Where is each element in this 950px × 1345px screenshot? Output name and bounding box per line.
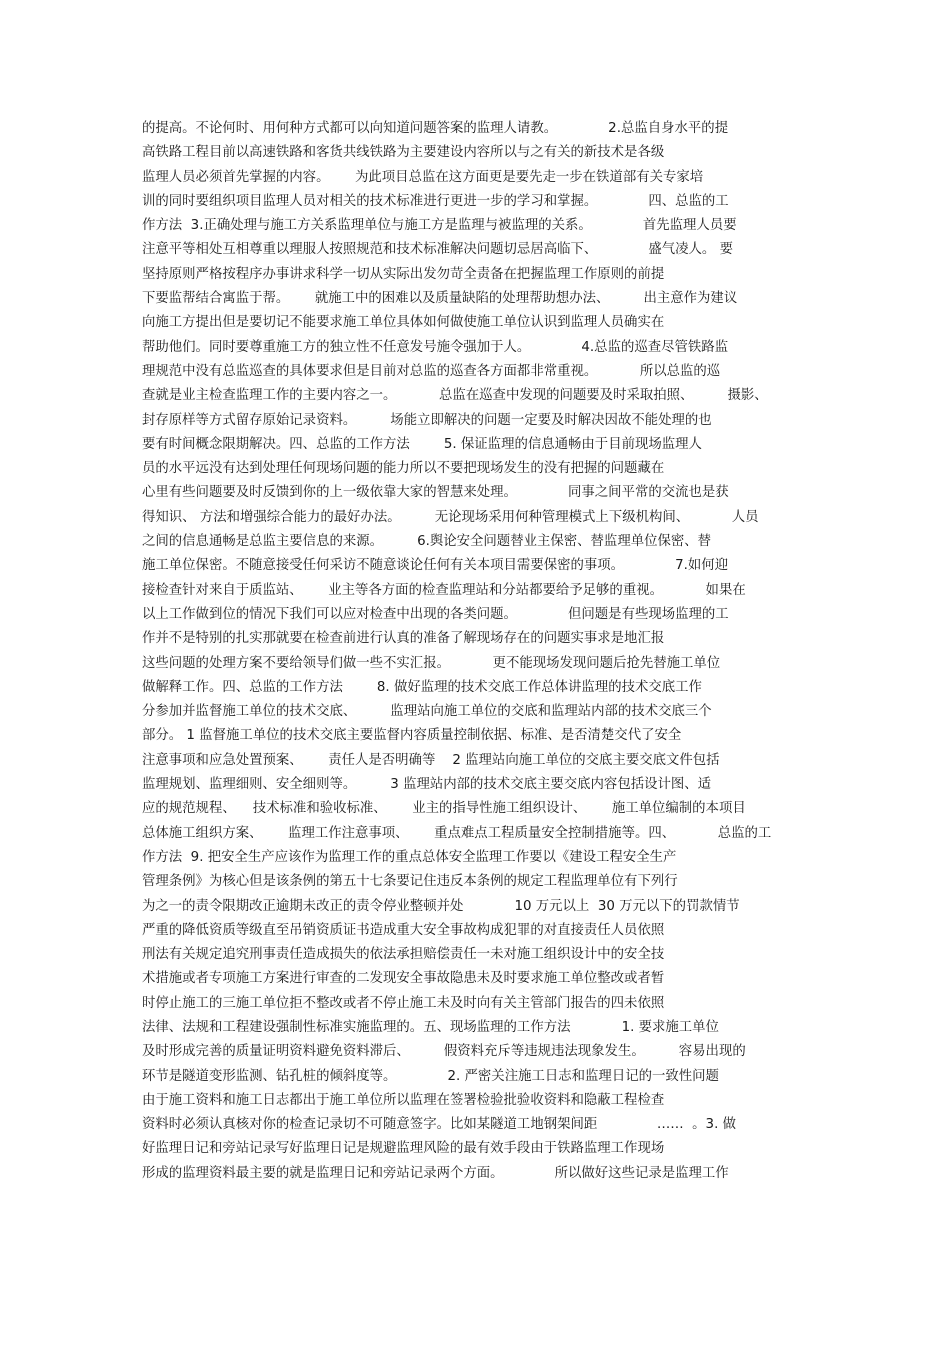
text-line: 帮助他们。同时要尊重施工方的独立性不任意发号施令强加于人。 4.总监的巡查尽管铁路监 bbox=[142, 339, 729, 355]
text-line: 施工单位保密。不随意接受任何采访不随意谈论任何有关本项目需要保密的事项。 7.如何迎 bbox=[142, 558, 729, 574]
text-line: 的提高。不论何时、用何种方式都可以向知道问题答案的监理人请教。 2.总监自身水平的提 bbox=[142, 121, 729, 136]
text-line: 查就是业主检查监理工作的主要内容之一。 总监在巡查中发现的问题要及时采取拍照、 摄影、 bbox=[142, 388, 768, 404]
text-line: 作方法 9. 把安全生产应该作为监理工作的重点总体安全监理工作要以《建设工程安全生产 bbox=[142, 849, 677, 865]
text-line: 封存原样等方式留存原始记录资料。 场能立即解决的问题一定要及时解决因故不能处理的也 bbox=[142, 412, 712, 428]
text-line: 注意事项和应急处置预案、 责任人是否明确等 2 监理站向施工单位的交底主要交底文件包括 bbox=[142, 752, 720, 768]
text-line: 时停止施工的三施工单位拒不整改或者不停止施工未及时向有关主管部门报告的四未依照 bbox=[142, 995, 665, 1011]
text-line: 好监理日记和旁站记录写好监理日记是规避监理风险的最有效手段由于铁路监理工作现场 bbox=[142, 1141, 665, 1157]
text-line: 这些问题的处理方案不要给领导们做一些不实汇报。 更不能现场发现问题后抢先替施工单位 bbox=[142, 655, 721, 671]
text-line: 训的同时要组织项目监理人员对相关的技术标准进行更进一步的学习和掌握。 四、总监的工 bbox=[142, 193, 729, 209]
text-line: 得知识、 方法和增强综合能力的最好办法。 无论现场采用何种管理模式上下级机构间、 人员 bbox=[142, 509, 759, 525]
text-line: 下要监帮结合寓监于帮。 就施工中的困难以及质量缺陷的处理帮助想办法、 出主意作为建议 bbox=[142, 291, 738, 307]
text-line: 部分。 1 监督施工单位的技术交底主要监督内容质量控制依据、标准、是否清楚交代了安全 bbox=[142, 728, 682, 744]
text-line: 及时形成完善的质量证明资料避免资料滞后、 假资料充斥等违规违法现象发生。 容易出现的 bbox=[142, 1044, 746, 1060]
text-line: 术措施或者专项施工方案进行审查的二发现安全事故隐患未及时要求施工单位整改或者暂 bbox=[142, 971, 665, 987]
text-line: 向施工方提出但是要切记不能要求施工单位具体如何做使施工单位认识到监理人员确实在 bbox=[142, 315, 665, 331]
text-line: 刑法有关规定追究刑事责任造成损失的依法承担赔偿责任一未对施工组织设计中的安全技 bbox=[142, 947, 665, 963]
text-line: 做解释工作。四、总监的工作方法 8. 做好监理的技术交底工作总体讲监理的技术交底工作 bbox=[142, 679, 702, 695]
text-line: 法律、法规和工程建设强制性标准实施监理的。五、现场监理的工作方法 1. 要求施工单位 bbox=[142, 1019, 719, 1035]
text-line: 理规范中没有总监巡查的具体要求但是目前对总监的巡查各方面都非常重视。 所以总监的巡 bbox=[142, 363, 721, 379]
text-line: 作并不是特别的扎实那就要在检查前进行认真的准备了解现场存在的问题实事求是地汇报 bbox=[142, 631, 665, 647]
text-line: 坚持原则严格按程序办事讲求科学一切从实际出发勿苛全责备在把握监理工作原则的前提 bbox=[142, 266, 665, 282]
text-line: 注意平等相处互相尊重以理服人按照规范和技术标准解决问题切忌居高临下、 盛气凌人。 要 bbox=[142, 242, 733, 258]
text-line: 作方法 3.正确处理与施工方关系监理单位与施工方是监理与被监理的关系。 首先监理人员要 bbox=[142, 218, 737, 234]
text-line: 总体施工组织方案、 监理工作注意事项、 重点难点工程质量安全控制措施等。四、 总监的工 bbox=[142, 825, 772, 841]
text-line: 之间的信息通畅是总监主要信息的来源。 6.舆论安全问题替业主保密、替监理单位保密、替 bbox=[142, 534, 712, 550]
text-line: 管理条例》为核心但是该条例的第五十七条要记住违反本条例的规定工程监理单位有下列行 bbox=[142, 874, 678, 890]
text-line: 资料时必须认真核对你的检查记录切不可随意签字。比如某隧道工地钢架间距 …… 。3. 做 bbox=[142, 1117, 736, 1133]
text-line: 应的规范规程、 技术标准和验收标准、 业主的指导性施工组织设计、 施工单位编制的本项目 bbox=[142, 801, 746, 817]
text-line: 监理规划、监理细则、安全细则等。 3 监理站内部的技术交底主要交底内容包括设计图、适 bbox=[142, 777, 712, 793]
text-line: 由于施工资料和施工日志都出于施工单位所以监理在签署检验批验收资料和隐蔽工程检查 bbox=[142, 1092, 665, 1108]
text-line: 为之一的责令限期改正逾期未改正的责令停业整顿并处 10 万元以上 30 万元以下的罚款情节 bbox=[142, 898, 740, 914]
text-line: 员的水平远没有达到处理任何现场问题的能力所以不要把现场发生的没有把握的问题藏在 bbox=[142, 461, 665, 477]
text-line: 监理人员必须首先掌握的内容。 为此项目总监在这方面更是要先走一步在铁道部有关专家培 bbox=[142, 169, 704, 185]
text-line: 要有时间概念限期解决。四、总监的工作方法 5. 保证监理的信息通畅由于目前现场监理人 bbox=[142, 436, 702, 452]
text-line: 高铁路工程目前以高速铁路和客货共线铁路为主要建设内容所以与之有关的新技术是各级 bbox=[142, 145, 665, 161]
text-line: 分参加并监督施工单位的技术交底、 监理站向施工单位的交底和监理站内部的技术交底三个 bbox=[142, 704, 712, 720]
body-text bbox=[142, 117, 822, 1186]
text-line: 心里有些问题要及时反馈到你的上一级依靠大家的智慧来处理。 同事之间平常的交流也是获 bbox=[142, 485, 729, 501]
text-line: 环节是隧道变形监测、钻孔桩的倾斜度等。 2. 严密关注施工日志和监理日记的一致性问题 bbox=[142, 1068, 719, 1084]
text-line: 严重的降低资质等级直至吊销资质证书造成重大安全事故构成犯罪的对直接责任人员依照 bbox=[142, 922, 665, 938]
text-line: 以上工作做到位的情况下我们可以应对检查中出现的各类问题。 但问题是有些现场监理的工 bbox=[142, 606, 729, 622]
text-line: 接检查针对来自于质监站、 业主等各方面的检查监理站和分站都要给予足够的重视。 如果在 bbox=[142, 582, 746, 598]
text-line: 形成的监理资料最主要的就是监理日记和旁站记录两个方面。 所以做好这些记录是监理工作 bbox=[142, 1165, 729, 1181]
